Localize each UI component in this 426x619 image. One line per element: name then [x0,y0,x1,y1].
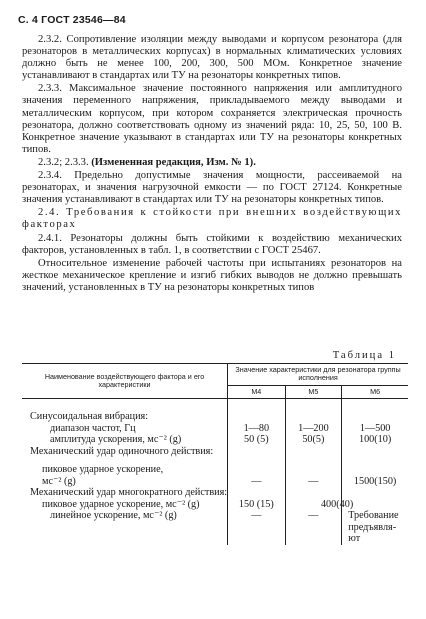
factor-line: линейное ускорение, мс⁻² (g) [50,510,177,522]
m5-value: 1—200 [298,422,329,434]
table-1 [22,363,408,545]
table-header-m6: М6 [342,385,408,398]
paragraph-2-3-2: 2.3.2. Сопротивление изоляции между выводами и корпусом резонатора (для резонаторов в металлических корпусах) в нормальных климатических условиях должно быть не менее 100, 200, 300, 500 МОм. Конкретное значение устанавливают в стандартах или ТУ на резонаторы конкретных типов. [22,34,402,82]
factor-line: Механический удар одиночного действия: [30,445,214,457]
table-header-factor: Наименование воздействующего фактора и его характеристики [22,364,228,399]
factor-line: пиковое ударное ускорение, [42,464,164,476]
m6-note-line: предъявля- [348,521,397,533]
factor-line: Механический удар многократного действия: [30,487,228,499]
table-cell-m6 [342,399,408,545]
paragraph-frequency-change: Относительное изменение рабочей частоты при испытаниях резонаторов на жесткое механическое крепление и изгиб гибких выводов не должно превышать значений, установленных в ТУ на резонаторы конкретных типов [22,257,402,293]
m4-value: 150 (15) [238,498,274,510]
m4-value: — [251,475,262,487]
factor-line: пиковое ударное ускорение, мс⁻² (g) [42,498,200,510]
m6-value: 100(10) [358,434,392,446]
table-title: Таблица 1 [332,350,396,361]
m6-note-line: ют [348,533,361,545]
paragraph-2-4-heading: 2.4. Требования к стойкости при внешних воздействующих факторах [22,207,402,231]
m4-value: 50 (5) [244,434,269,446]
m6-value: 1500(150) [353,475,397,487]
paragraph-2-4-1: 2.4.1. Резонаторы должны быть стойкими к воздействию механических факторов, установленных в табл. 1, в соответствии с ГОСТ 25467. [22,232,402,256]
table-cell-m4 [228,399,285,545]
m5-value: — [308,475,319,487]
amendment-refs: 2.3.2; 2.3.3. [38,156,89,168]
document-body [22,34,402,295]
m6-note-line: Требование [348,510,399,522]
m6-value: 1—500 [359,422,391,434]
factor-line: Синусоидальная вибрация: [30,411,149,423]
factor-line: амплитуда ускорения, мс⁻² (g) [50,434,182,446]
m5-value: 50(5) [302,434,325,446]
factor-line: диапазон частот, Гц [50,422,136,434]
paragraph-2-3-3: 2.3.3. Максимальное значение постоянного напряжения или амплитудного значения переменного напряжения, прикладываемого между выводами и металлическим корпусом, при котором сохраняется электрическая прочность резонатора, должно соответствовать одному из значений ряда: 10, 25, 50, 100 В. Конкретное значение указывают в стандартах или ТУ на резонаторы конкретных типов. [22,83,402,155]
m5-m6-shared-value: 400(40) [320,498,354,510]
table-cell-m5 [285,399,354,545]
factor-line: мс⁻² (g) [42,475,76,487]
table-header-value: Значение характеристики для резонатора группы исполнения [228,364,408,386]
paragraph-amendment [22,157,402,169]
table-cell-factor [22,399,228,545]
m4-value: — [251,510,262,522]
table-header-m4: М4 [228,385,285,398]
paragraph-2-3-4: 2.3.4. Предельно допустимые значения мощности, рассеиваемой на резонаторах, и значения нагрузочной емкости — по ГОСТ 27124. Конкретные значения устанавливают в стандартах или ТУ на резонаторы конкретных типов. [22,170,402,206]
page-header: С. 4 ГОСТ 23546—84 [18,14,126,26]
amendment-note: (Измененная редакция, Изм. № 1). [91,156,256,168]
m5-value: — [308,510,319,522]
table-header-m5: М5 [285,385,342,398]
m4-value: 1—80 [243,422,270,434]
